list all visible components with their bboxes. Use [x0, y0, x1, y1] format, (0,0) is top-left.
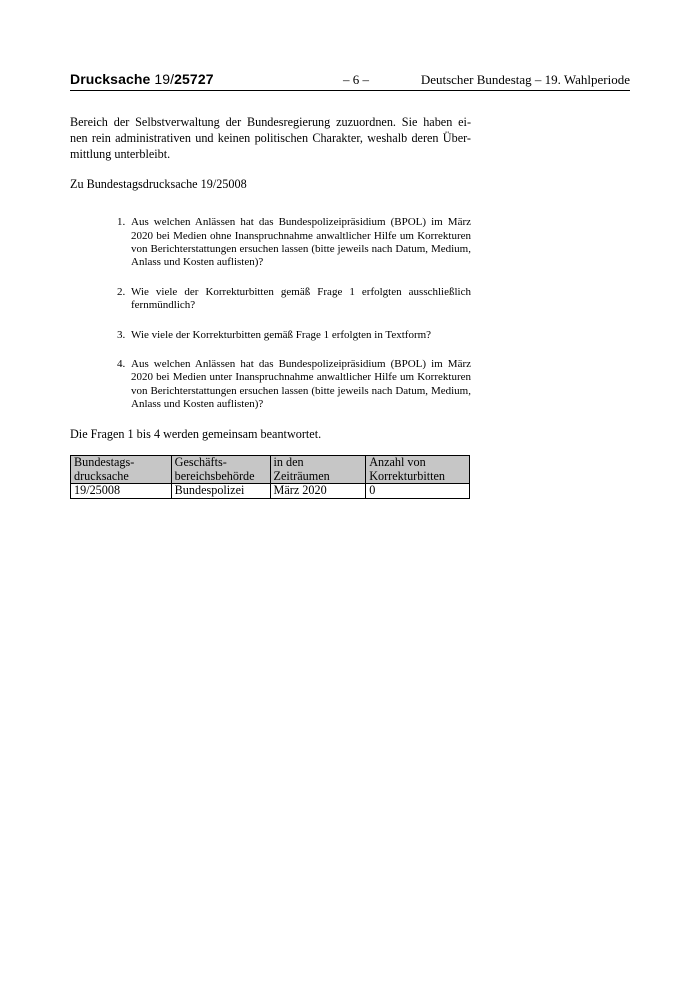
table-row [71, 484, 470, 498]
question-number: 4. [117, 358, 126, 371]
institution-name: Deutscher Bundestag – 19. Wahlperiode [420, 72, 630, 87]
answer-text: Die Fragen 1 bis 4 werden gemeinsam beantwortet. [70, 426, 322, 441]
header-line: Bundestags- [74, 455, 135, 470]
intro-line-1: Bereich der Selbstverwaltung der Bundesregierung zuzuordnen. Sie haben ei- [70, 115, 471, 129]
table-header-cell [270, 456, 366, 484]
page-content [70, 115, 471, 499]
question-item [117, 286, 471, 313]
header-line: drucksache [74, 468, 129, 483]
intro-line-2: nen rein administrativen und keinen politischen Charakter, weshalb deren Über- [70, 130, 471, 145]
header-line: bereichsbehörde [174, 468, 255, 483]
question-text: Aus welchen Anlässen hat das Bundespolizeipräsidium (BPOL) im März 2020 bei Medien ohne Inanspruchnahme anwaltlicher Hilfe um Korrekturen von Berichterstattungen ersuchen lassen (bitte jeweils nach Datum, Medium, Anlass und Kosten auflisten)? [131, 216, 471, 269]
table-header-cell [366, 456, 470, 484]
doc-label: Drucksache [70, 71, 151, 87]
question-item [117, 329, 471, 342]
table-header-row [71, 456, 470, 484]
question-number: 3. [117, 328, 126, 341]
intro-paragraph [70, 115, 471, 162]
question-item [117, 216, 471, 270]
question-item [117, 358, 471, 412]
question-text: Wie viele der Korrekturbitten gemäß Frage 1 erfolgten in Textform? [131, 328, 432, 341]
table-cell: Bundespolizei [171, 484, 270, 498]
header-line: Zeiträumen [273, 468, 330, 483]
question-number: 2. [117, 285, 126, 298]
question-number: 1. [117, 216, 126, 229]
result-table [70, 455, 470, 498]
table-header-cell [71, 456, 172, 484]
table-cell: 0 [366, 484, 470, 498]
header-line: Korrekturbitten [369, 468, 445, 483]
header-line: Anzahl von [369, 455, 426, 470]
table-cell: 19/25008 [71, 484, 172, 498]
intro-line-3: mittlung unterbleibt. [70, 146, 171, 161]
page-header [70, 70, 630, 91]
question-text: Wie viele der Korrekturbitten gemäß Frage 1 erfolgten ausschließlich fernmündlich? [131, 285, 471, 312]
table-cell: März 2020 [270, 484, 366, 498]
question-list [117, 216, 471, 411]
doc-number-bold: 25727 [174, 71, 214, 87]
question-text: Aus welchen Anlässen hat das Bundespolizeipräsidium (BPOL) im März 2020 bei Medien unter Inanspruchnahme anwaltlicher Hilfe um Korrekturen von Berichterstattungen ersuchen lassen (bitte jeweils nach Datum, Medium, Anlass und Kosten auflisten)? [131, 358, 471, 411]
header-line: in den [273, 455, 304, 470]
page-number: – 6 – [343, 72, 369, 87]
table-header-cell [171, 456, 270, 484]
reference-heading: Zu Bundestagsdrucksache 19/25008 [70, 177, 247, 192]
doc-number-plain: 19/ [154, 71, 175, 87]
header-line: Geschäfts- [174, 455, 227, 470]
